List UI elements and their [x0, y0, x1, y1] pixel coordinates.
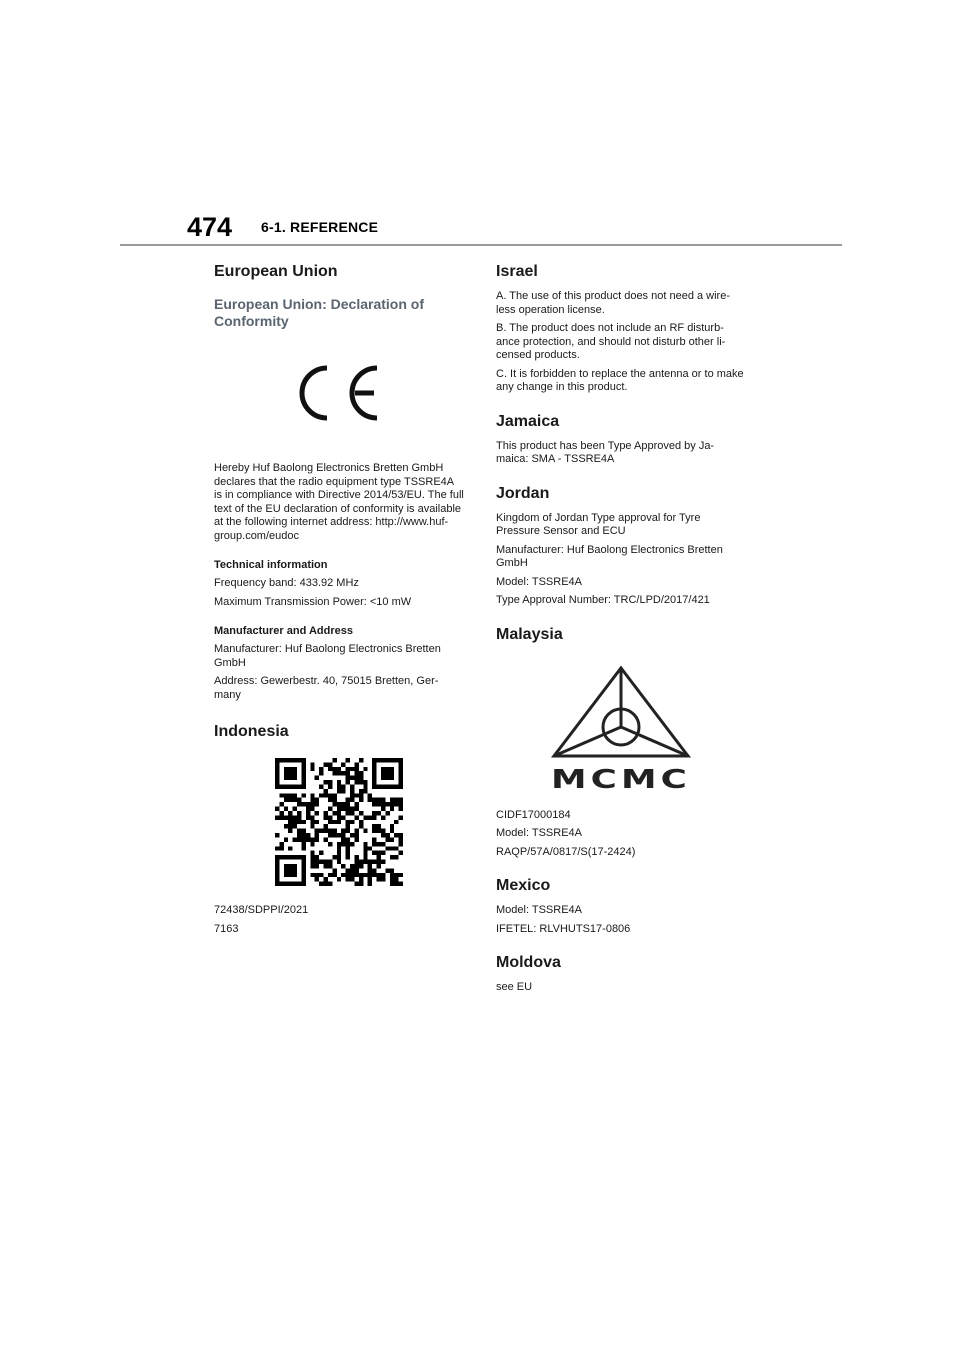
jordan-model: Model: TSSRE4A: [496, 575, 583, 588]
page-number: 474: [187, 212, 233, 242]
header-divider: [120, 244, 842, 246]
jamaica-text: This product has been Type Approved by Ja-maica: SMA - TSSRE4A: [496, 439, 715, 465]
moldova-heading: Moldova: [496, 954, 561, 971]
eu-heading: European Union: [214, 263, 338, 280]
eu-declaration-text: Hereby Huf Baolong Electronics Bretten GmbH declares that the radio equipment type TSSRE4A is in compliance with Directive 2014/53/EU. The full text of the EU declaration of conformity is available at the following internet address: http://www.huf-group.com/eudoc: [214, 462, 464, 542]
address-text: Address: Gewerbestr. 40, 75015 Bretten, Ger-many: [214, 675, 439, 701]
mexico-heading: Mexico: [496, 877, 551, 894]
ce-mark-logo: [214, 362, 464, 424]
israel-heading: Israel: [496, 263, 538, 280]
jordan-approval-number: Type Approval Number: TRC/LPD/2017/421: [496, 594, 710, 606]
mcmc-logo: [496, 665, 746, 791]
mcmc-logo-text: MCMC: [551, 764, 691, 791]
mcmc-triangle-icon: [548, 665, 694, 791]
ce-mark-icon: [297, 362, 381, 424]
israel-clause-a: A. The use of this product does not need a wire-less operation license.: [496, 290, 730, 316]
right-column: [496, 262, 746, 1000]
jamaica-heading: Jamaica: [496, 412, 560, 430]
malaysia-heading: Malaysia: [496, 625, 563, 643]
section-title: 6-1. REFERENCE: [261, 219, 379, 235]
malaysia-raqp: RAQP/57A/0817/S(17-2424): [496, 845, 636, 858]
moldova-text: see EU: [496, 981, 533, 993]
manufacturer-heading: Manufacturer and Address: [214, 625, 353, 637]
qr-finder-pattern: [275, 855, 306, 886]
technical-info-heading: Technical information: [214, 559, 328, 571]
jordan-manufacturer: Manufacturer: Huf Baolong Electronics Bretten GmbH: [496, 543, 723, 569]
israel-clause-c: C. It is forbidden to replace the antenna or to make any change in this product.: [496, 367, 744, 393]
israel-clause-b: B. The product does not include an RF disturb-ance protection, and should not disturb other li-censed products.: [496, 322, 726, 361]
manufacturer-text: Manufacturer: Huf Baolong Electronics Bretten GmbH: [214, 643, 441, 669]
qr-code-icon: [275, 758, 403, 886]
jordan-heading: Jordan: [496, 484, 550, 502]
malaysia-cidf: CIDF17000184: [496, 808, 571, 821]
indonesia-qr-code: [214, 758, 464, 886]
max-power: Maximum Transmission Power: <10 mW: [214, 595, 412, 608]
indonesia-number: 7163: [214, 922, 239, 935]
jordan-approval: Kingdom of Jordan Type approval for Tyre Pressure Sensor and ECU: [496, 511, 701, 537]
left-column: [214, 262, 464, 941]
qr-finder-pattern: [372, 758, 403, 789]
malaysia-model: Model: TSSRE4A: [496, 827, 583, 839]
indonesia-heading: Indonesia: [214, 723, 289, 740]
qr-finder-pattern: [275, 758, 306, 789]
mexico-model: Model: TSSRE4A: [496, 904, 583, 916]
mexico-ifetel: IFETEL: RLVHUTS17-0806: [496, 922, 631, 935]
eu-declaration-heading: European Union: Declaration of Conformity: [214, 296, 425, 329]
indonesia-cert-number: 72438/SDPPI/2021: [214, 904, 309, 916]
frequency-band: Frequency band: 433.92 MHz: [214, 577, 359, 589]
